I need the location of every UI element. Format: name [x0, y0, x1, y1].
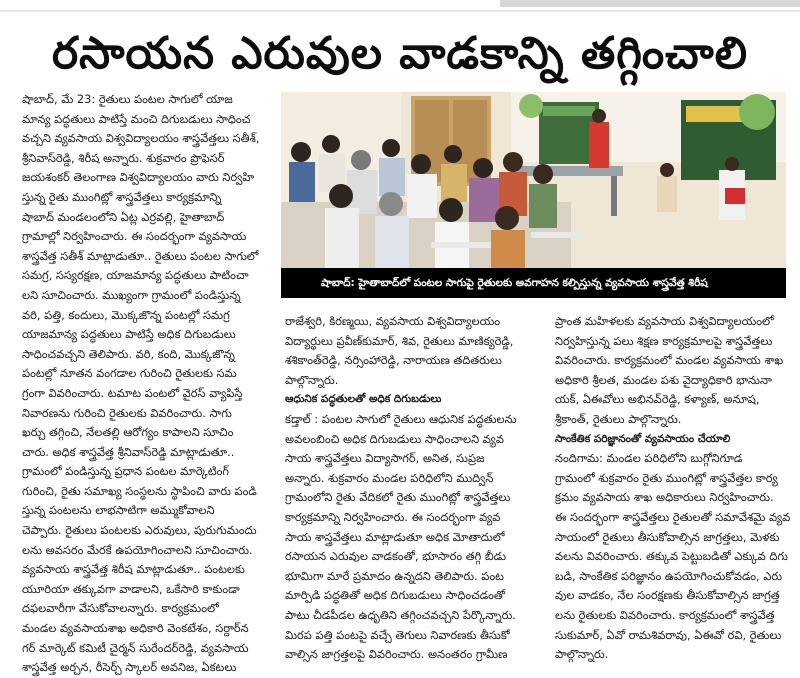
text-line: అధికారి శ్రీలత, మండల పశు వైద్యాధికారి భానునా [555, 372, 772, 387]
photo-caption: షాబాద్: హైతాబాద్‌లో పంటల సాగుపై రైతులకు అవగాహన కల్పిస్తున్న వ్యవసాయ శాస్త్రవేత్త శిరీష [281, 268, 786, 298]
top-rule [0, 0, 800, 12]
text-line: శ్రీనివాస్‌రెడ్డి, శిరీష అన్నారు. శుక్రవారం ప్రొఫెసర్ [22, 150, 225, 165]
text-line: మిరప పత్తి పంటపై వచ్చే తెగులు నివారణకు తీసుకో [285, 627, 510, 642]
text-line: చారు. అధిక శాస్త్రవేత్త శ్రీనివాస్‌రెడ్డి మాట్లాడుతూ.. [22, 444, 235, 459]
text-line: ప్రాంత మహిళలకు వ్యవసాయ విశ్వవిద్యాలయంలో [555, 314, 774, 328]
text-line: సుకుమార్, ఏవో రామశివరావు, ఏఈవో రవి, రైతులు [555, 627, 782, 642]
text-line: కడ్తాల్ : పంటల సాగులో రైతులు ఆధునిక పద్ధతులను [285, 411, 517, 426]
text-line: దఫలవారీగా వేసుకోవాలన్నారు. కార్యక్రమంలో [22, 601, 219, 616]
text-line: గర్ మార్కెట్ కమిటీ చైర్మన్ సురేందర్‌రెడ్డి, వ్యవసాయ [22, 640, 249, 655]
text-line: బడి, సాంకేతిక పరిజ్ఞానం ఉపయోగించుకోవడం, ఎరు [555, 568, 783, 583]
masthead-shade [500, 0, 800, 7]
text-line: జయశంకర్ తెలంగాణ విశ్వవిద్యాలయం వారు నిర్వహి [22, 170, 255, 185]
text-line: మార్పిడి పద్ధతితో అధిక దిగుబడులు సాధించడంతో [285, 588, 505, 603]
text-line: వ్యవసాయ శాస్త్రవేత్త శిరీష మాట్లాడుతూ.. పంటలకు [22, 562, 245, 577]
text-line: షాబాద్, మే 23: రైతులు పంటల సాగులో యాజ [22, 92, 233, 106]
text-line: వరి, పత్తి, కందులు, మొక్కజొన్న పంటల్లో సమగ్ర [22, 307, 230, 322]
text-line: వుల వాడకం, నేల సంరక్షణకు తీసుకోవాల్సిన జాగ్రత్త [555, 588, 780, 603]
text-line: విద్యార్థులు ప్రవీణ్‌కుమార్, శివ, రైతులు మాణిక్యరెడ్డి, [285, 333, 514, 348]
text-line: పాల్గొన్నారు. [555, 647, 609, 662]
text-line: స్తున్న రైతు ముంగిట్లో శాస్త్రవేత్తలు కార్యక్రమాన్ని [22, 189, 222, 204]
text-line: నివారణను గురించి రైతులకు వివరించారు. సాగు [22, 405, 232, 420]
text-line: క్రమం వ్యవసాయ శాఖ అధికారులు నిర్వహించారు. [555, 490, 774, 505]
article-column-3 [555, 312, 800, 665]
text-line: గ్రంగా వివరించారు. టమాట పంటలో వైరస్ వ్యాపిస్తే [22, 385, 243, 400]
text-line: వివరించారు. కార్యక్రమంలో మండల వ్యవసాయ శాఖ [555, 353, 784, 368]
masthead-line [0, 10, 800, 12]
text-line: శాస్త్రవేత్త సతీశ్ మాట్లాడుతూ.. రైతులు పంటల సాగులో [22, 248, 259, 263]
text-line: పాల్గొన్నారు. [285, 372, 339, 387]
text-line: రాజేశ్వరి, కిరణ్మయి, వ్యవసాయ విశ్వవిద్యాలయం [285, 314, 501, 328]
text-line: శ్రీకాంత్, రైతులు పాల్గొన్నారు. [555, 411, 682, 426]
text-line: సాయ శాస్త్రవేత్తలు విద్యాసాగర్, అనిత, సుప్రజ [285, 451, 485, 466]
text-line: సాధించవచ్చని తెలిపారు. వరి, కంది, మొక్కజొన్న [22, 346, 235, 361]
text-line: షాబాద్ మండలంలోని ఏట్ల ఎర్రవల్లి, హైతాబాద్ [22, 209, 225, 224]
text-line: యక్, ఏఈవోలు అభినవ్‌రెడ్డి, కళ్యాణ్, అనూష, [555, 392, 760, 407]
text-line: లను రైతులకు వివరించారు. కార్యక్రమంలో శాస్త్రవేత్త [555, 607, 775, 622]
text-line: గ్రామంలోని రైతు వేదికలో రైతు ముంగిట్లో శాస్త్రవేత్తలు [285, 490, 511, 505]
text-line: గురించి, రైతు సమాఖ్య సంస్థలను స్థాపించి వారు పండి [22, 483, 257, 498]
text-line: గ్రామాల్లో నిర్వహించారు. ఈ సందర్భంగా వ్యవసాయ [22, 229, 247, 244]
text-line: సమగ్ర, సస్యరక్షణ, యాజమాన్య పద్ధతులు పాటించా [22, 268, 249, 283]
text-line: పంటల్లో నూతన వంగడాల గురించి రైతులకు సమ [22, 366, 237, 381]
text-line: మాన్య పద్ధతులు పాటిస్తే మంచి దిగుబడులు సాధించ [22, 111, 251, 126]
meeting-photo-illustration [281, 92, 786, 268]
text-line: ఖర్చు తగ్గించి, నేలతల్లి ఆరోగ్యం కాపాలని సూచిం [22, 425, 234, 440]
text-line: గ్రామంలో పండిస్తున్న ప్రధాన పంటల మార్కెటింగ్ [22, 464, 230, 479]
text-line: ఈ సందర్భంగా శాస్త్రవేత్తలు రైతులతో సమావేశమై వ్యవ [555, 509, 791, 524]
text-line: యాజమాన్య పద్ధతులు పాటిస్తే అధిక దిగుబడులు [22, 327, 236, 342]
text-line: అవలంబించి అధిక దిగుబడులు సాధించాలని వ్యవ [285, 431, 504, 446]
text-line: అన్నారు. శుక్రవారం మండల పరిధిలోని ముద్విన్ [285, 470, 494, 485]
article-column-1 [22, 90, 280, 678]
text-line: సాయ శాస్త్రవేత్తలు మాట్లాడుతూ అధిక మోతాదులో [285, 529, 505, 544]
section-subheading: సాంకేతిక పరిజ్ఞానంతో వ్యవసాయం చేయాలి [555, 432, 731, 445]
text-line: లను అవసరం మేరకే ఉపయోగించాలని సూచించారు. [22, 542, 253, 557]
text-line: గ్రామంలో శుక్రవారం రైతు ముంగిట్లో శాస్త్రవేత్తల కార్య [555, 470, 778, 485]
text-line: వాల్సిన జాగ్రత్తలపై వివరించారు. అనంతరం గ్రామీణ [285, 647, 508, 662]
news-photo [281, 92, 786, 268]
text-line: శాస్త్రవేత్త అర్చన, రీసెర్చ్ స్కాలర్ అవనిజ, ఏకటలు [22, 660, 237, 675]
headline: రసాయన ఎరువుల వాడకాన్ని తగ్గించాలి [52, 28, 748, 79]
section-subheading: ఆధునిక పద్ధతులతో అధిక దిగుబడులు [285, 393, 442, 406]
text-line: సాయంలో రైతులు తీసుకోవాల్సిన జాగ్రత్తలు, మెళకు [555, 529, 780, 544]
text-line: పాటు చీడపీడల ఉధృతిని తగ్గించవచ్చని పేర్కొన్నారు. [285, 607, 516, 622]
text-line: భూమిగా మారే ప్రమాదం ఉన్నదని తెలిపారు. పంట [285, 568, 504, 583]
text-line: మండల వ్యవసాయశాఖ అధికారి వెంకటేశం, సర్దార్‌న [22, 621, 249, 636]
text-line: శశికాంత్‌రెడ్డి, నర్సింహారెడ్డి, నారాయణ తదితరులు [285, 353, 502, 368]
text-line: చెప్పారు. రైతులు పంటలకు ఎరువులు, పురుగుమందు [22, 523, 257, 538]
text-line: కార్యక్రమాన్ని నిర్వహించారు. ఈ సందర్భంగా వ్యవ [285, 509, 501, 524]
article-column-2 [285, 312, 542, 665]
text-line: రసాయన ఎరువుల వాడకంతో, భూసారం తగ్గి బీడు [285, 549, 507, 564]
text-line: లని సూచించారు. ముఖ్యంగా గ్రామంలో పండిస్తున్న [22, 287, 241, 302]
text-line: వలను వివరించారు. తక్కువ పెట్టుబడితో ఎక్కువ దిగు [555, 549, 788, 564]
text-line: వచ్చని వ్యవసాయ విశ్వవిద్యాలయం శాస్త్రవేత్తలు సతీశ్, [22, 131, 260, 146]
text-line: స్తున్న పంటలను లాభసాటిగా అమ్ముకోవాలని [22, 503, 215, 518]
text-line: యూరియా తక్కువగా వాడాలని, ఒకేసారి కాకుండా [22, 581, 240, 596]
text-line: నిర్వహిస్తున్న పలు శిక్షణ కార్యక్రమాలపై శాస్త్రవేత్తలు [555, 333, 773, 348]
text-line: నందిగామ: మండల పరిధిలోని బుగ్గోనిగూడ [555, 451, 743, 466]
